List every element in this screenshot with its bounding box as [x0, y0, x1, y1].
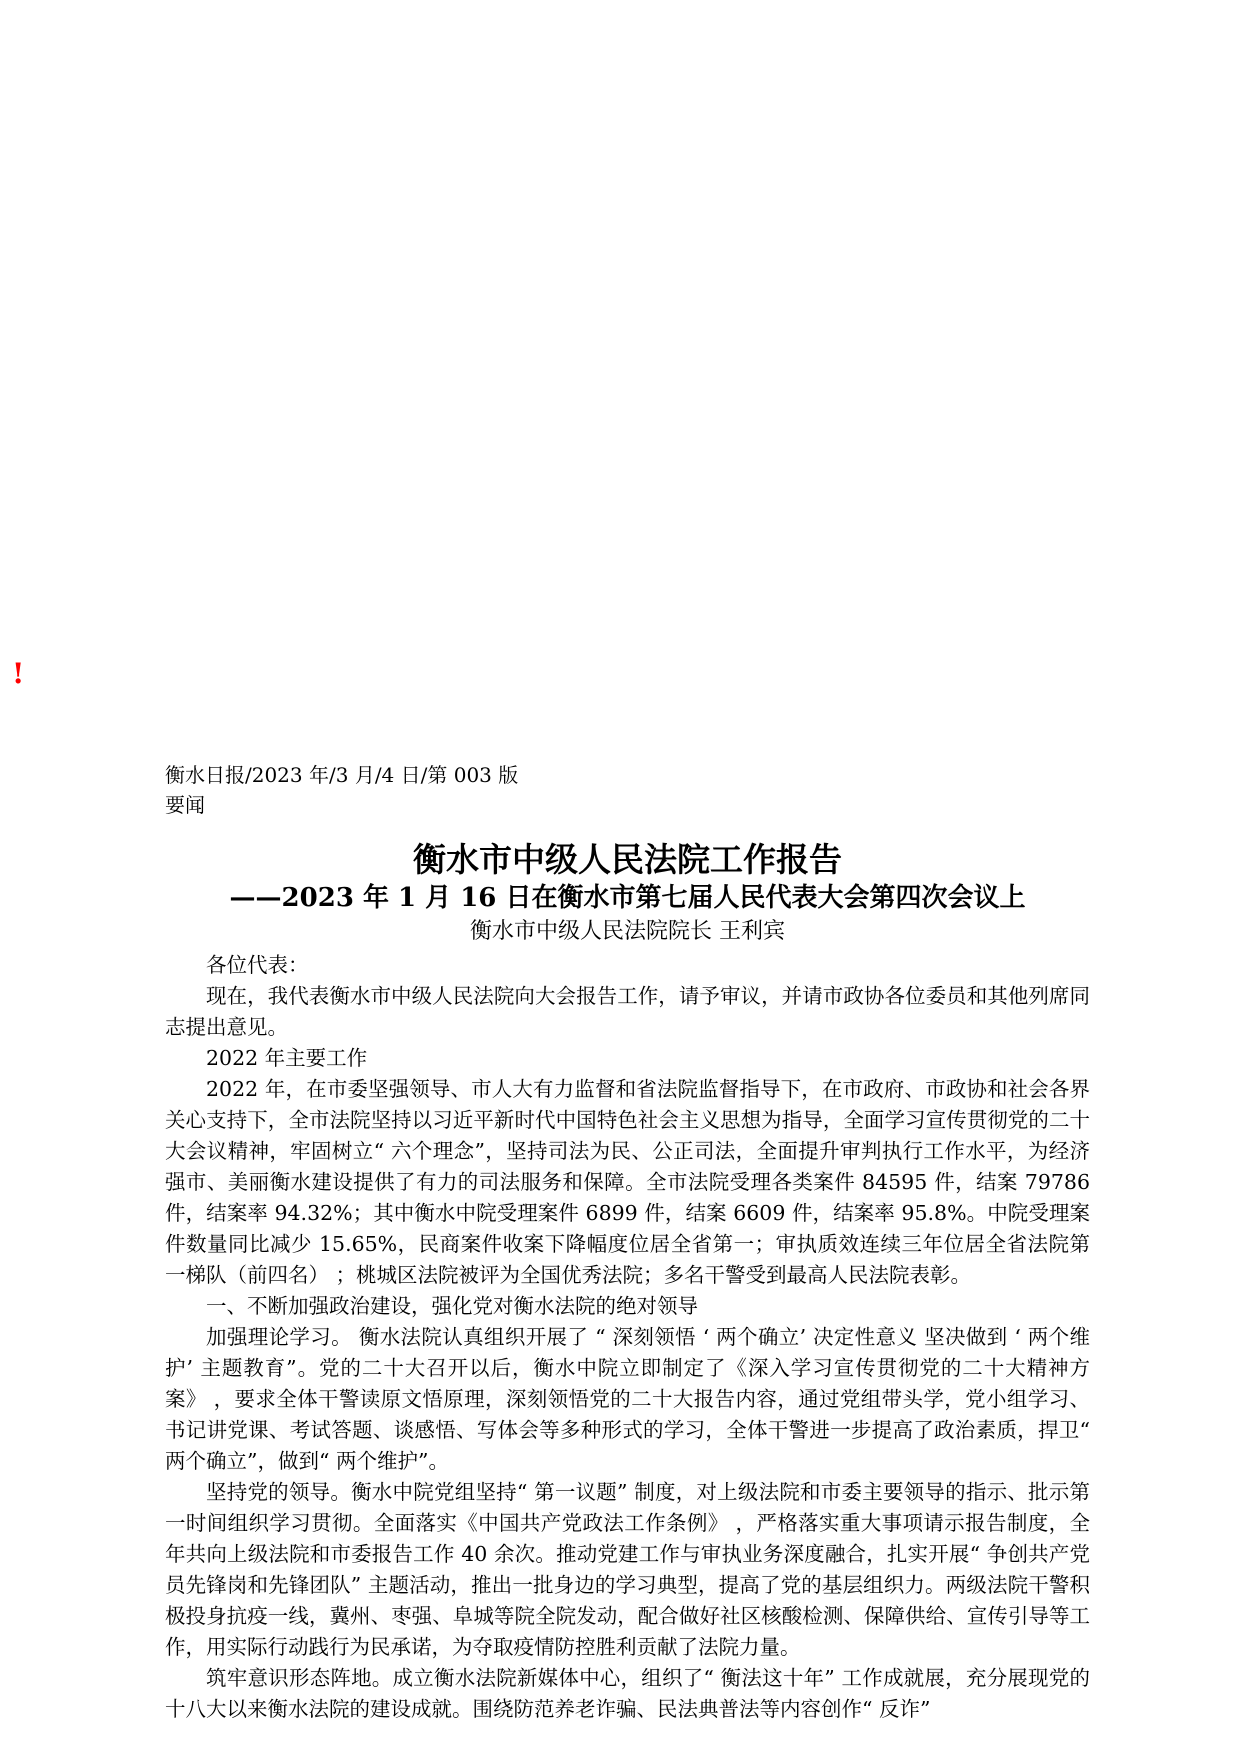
paragraph-salutation: 各位代表：: [206, 953, 309, 977]
paragraph-intro: 现在，我代表衡水市中级人民法院向大会报告工作，请予审议，并请市政协各位委员和其他列席同志提出意见。: [165, 984, 1090, 1039]
report-author: 衡水市中级人民法院院长 王利宾: [470, 919, 785, 944]
paragraph-theory-study: 加强理论学习。 衡水法院认真组织开展了 “ 深刻领悟 ‘ 两个确立’ 决定性意义 坚决做到 ‘ 两个维护’ 主题教育”。党的二十大召开以后，衡水中院立即制定了《深入学习宣传贯彻党的二十大精神方案》 ，要求全体干警读原文悟原理，深刻领悟党的二十大报告内容，通过党组带头学，党小组学习、书记讲党课、考试答题、谈感悟、写体会等多种形式的学习，全体干警进一步提高了政治素质，捍卫“ 两个确立”，做到“ 两个维护”。: [165, 1325, 1090, 1473]
section-heading-political: 一、不断加强政治建设，强化党对衡水法院的绝对领导: [206, 1294, 698, 1318]
report-subtitle: ——2023 年 1 月 16 日在衡水市第七届人民代表大会第四次会议上: [229, 883, 1026, 913]
document-body: [165, 760, 1090, 1725]
red-exclamation-mark: !: [12, 657, 25, 690]
section-heading-2022: 2022 年主要工作: [206, 1046, 368, 1070]
report-title: 衡水市中级人民法院工作报告: [413, 840, 842, 879]
source-line: 衡水日报/2023 年/3 月/4 日/第 003 版要闻: [165, 763, 519, 817]
paragraph-summary-2022: 2022 年，在市委坚强领导、市人大有力监督和省法院监督指导下，在市政府、市政协和社会各界关心支持下，全市法院坚持以习近平新时代中国特色社会主义思想为指导，全面学习宣传贯彻党的二十大会议精神，牢固树立“ 六个理念”，坚持司法为民、公正司法，全面提升审判执行工作水平，为经济强市、美丽衡水建设提供了有力的司法服务和保障。全市法院受理各类案件 84595 件，结案 79786 件，结案率 94.32%；其中衡水中院受理案件 6899 件，结案 6609 件，结案率 95.8%。中院受理案件数量同比减少 15.65%，民商案件收案下降幅度位居全省第一；审执质效连续三年位居全省法院第一梯队（前四名） ；桃城区法院被评为全国优秀法院；多名干警受到最高人民法院表彰。: [165, 1077, 1090, 1287]
paragraph-ideology: 筑牢意识形态阵地。成立衡水法院新媒体中心，组织了“ 衡法这十年” 工作成就展，充分展现党的十八大以来衡水法院的建设成就。围绕防范养老诈骗、民法典普法等内容创作“ 反诈”: [165, 1666, 1090, 1721]
paragraph-party-leadership: 坚持党的领导。衡水中院党组坚持“ 第一议题” 制度，对上级法院和市委主要领导的指示、批示第一时间组织学习贯彻。全面落实《中国共产党政法工作条例》 ，严格落实重大事项请示报告制度，全年共向上级法院和市委报告工作 40 余次。推动党建工作与审执业务深度融合，扎实开展“ 争创共产党员先锋岗和先锋团队” 主题活动，推出一批身边的学习典型，提高了党的基层组织力。两级法院干警积极投身抗疫一线，冀州、枣强、阜城等院全院发动，配合做好社区核酸检测、保障供给、宣传引导等工作，用实际行动践行为民承诺，为夺取疫情防控胜利贡献了法院力量。: [165, 1480, 1090, 1659]
